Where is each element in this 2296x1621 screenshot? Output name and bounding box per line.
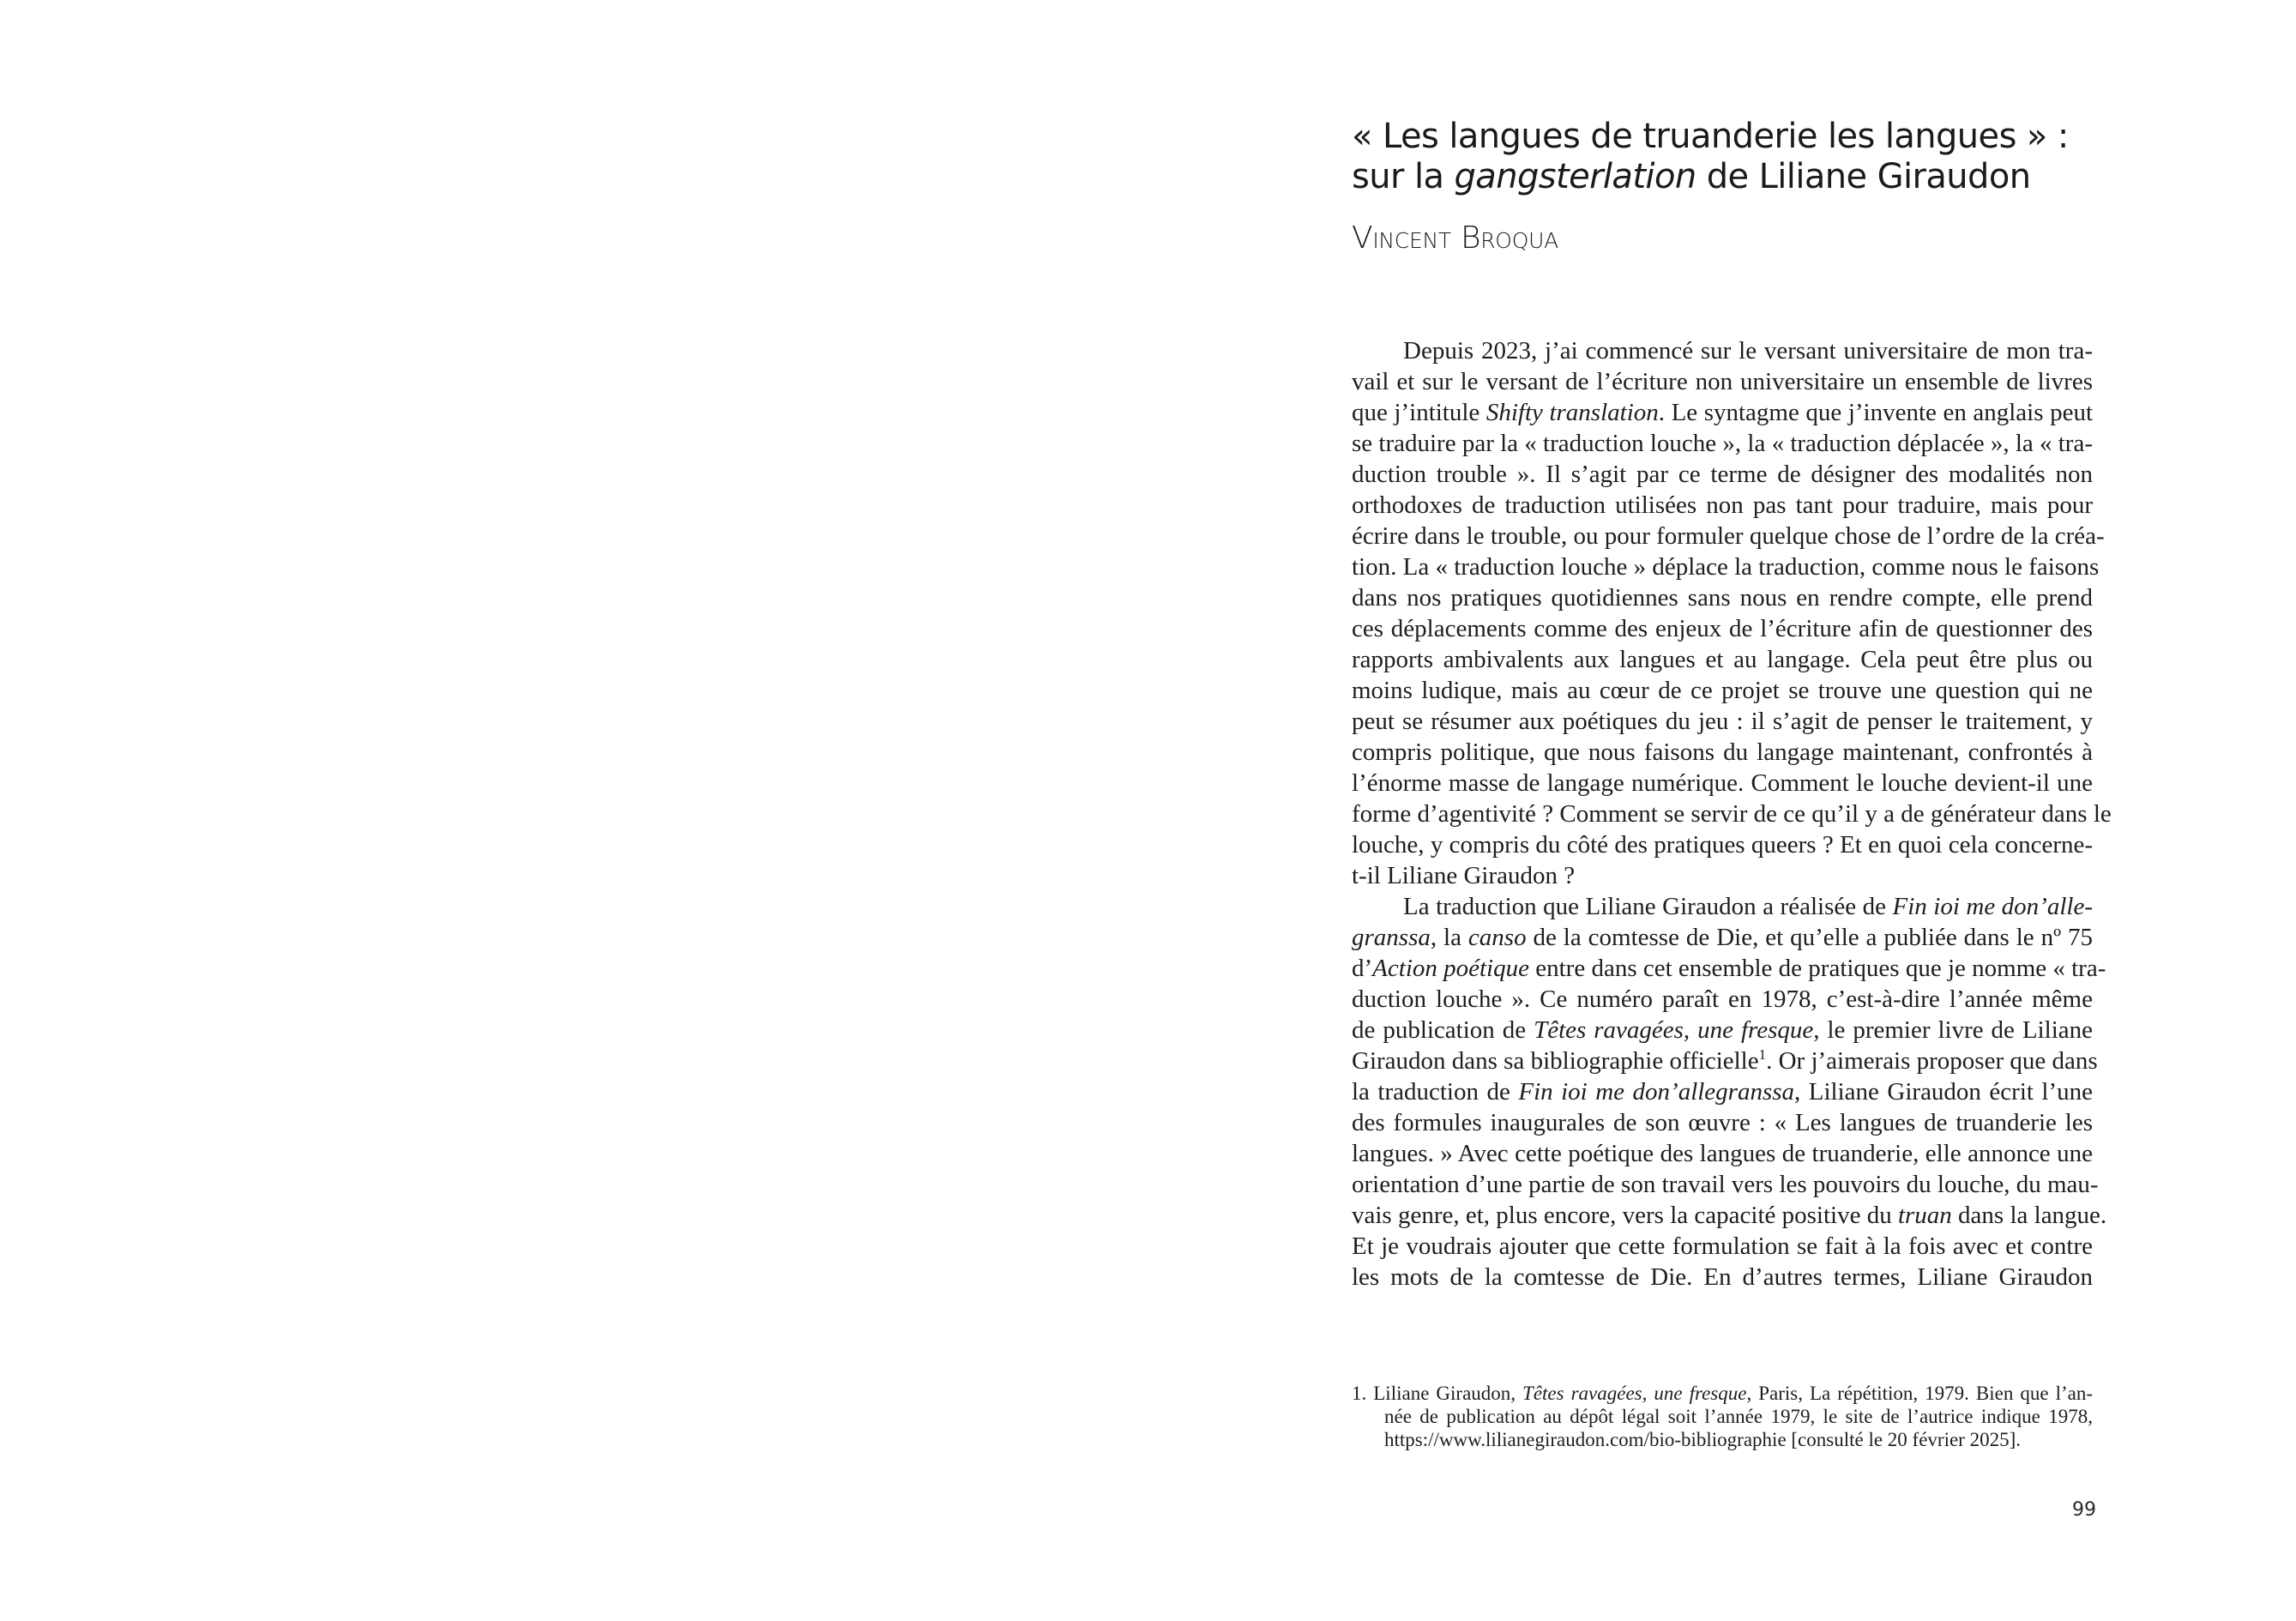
title-text: sur la bbox=[1352, 157, 1455, 196]
italic-title: Têtes ravagées, une fresque bbox=[1522, 1383, 1747, 1404]
footnote-line: née de publication au dépôt légal soit l’année 1979, le site de l’autrice indique 1978, bbox=[1384, 1406, 2093, 1427]
text-line: orthodoxes de traduction utilisées non pas tant pour traduire, mais pour bbox=[1352, 491, 2093, 519]
author-name: Vincent Broqua bbox=[1352, 220, 1558, 256]
text-line bbox=[1352, 1015, 2093, 1046]
text-line bbox=[1352, 1046, 2098, 1076]
text-line: compris politique, que nous faisons du langage maintenant, confrontés à bbox=[1352, 738, 2093, 766]
text-line bbox=[1352, 1076, 2093, 1107]
title-italic-term: gangsterlation bbox=[1454, 157, 1696, 196]
text-line: peut se résumer aux poétiques du jeu : il s’agit de penser le traitement, y bbox=[1352, 708, 2093, 735]
text-line: moins ludique, mais au cœur de ce projet se trouve une question qui ne bbox=[1352, 677, 2093, 704]
text-line: duction louche ». Ce numéro paraît en 1978, c’est-à-dire l’année même bbox=[1352, 985, 2093, 1013]
text-line: t-il Liliane Giraudon ? bbox=[1352, 862, 1576, 889]
text-line: louche, y compris du côté des pratiques queers ? Et en quoi cela concerne- bbox=[1352, 831, 2093, 859]
article-title bbox=[1352, 117, 2124, 197]
text-line bbox=[1352, 1200, 2107, 1231]
footnote-line bbox=[1352, 1382, 2093, 1405]
text-line: les mots de la comtesse de Die. En d’autres termes, Liliane Giraudon bbox=[1352, 1263, 2093, 1291]
footnote-url-line: https://www.lilianegiraudon.com/bio-bibliographie [consulté le 20 février 2025]. bbox=[1384, 1429, 2021, 1450]
italic-title: granssa bbox=[1352, 924, 1431, 951]
title-text: de Liliane Giraudon bbox=[1696, 157, 2031, 196]
text-run: , le premier livre de Liliane bbox=[1813, 1016, 2093, 1044]
title-line-2 bbox=[1352, 157, 2124, 197]
text-run: , Liliane Giraudon écrit l’une bbox=[1794, 1078, 2094, 1106]
italic-term: canso bbox=[1467, 924, 1527, 951]
text-line bbox=[1352, 953, 2106, 984]
text-line: écrire dans le trouble, ou pour formuler quelque chose de l’ordre de la créa- bbox=[1352, 522, 2105, 550]
text-line: ces déplacements comme des enjeux de l’écriture afin de questionner des bbox=[1352, 615, 2093, 642]
footnote-reference[interactable]: 1 bbox=[1758, 1046, 1767, 1063]
text-line: l’énorme masse de langage numérique. Comment le louche devient-il une bbox=[1352, 769, 2093, 797]
text-run: , Paris, La répétition, 1979. Bien que l’an- bbox=[1746, 1383, 2093, 1404]
text-run: La traduction que Liliane Giraudon a réalisée de bbox=[1403, 893, 1893, 920]
text-run: entre dans cet ensemble de pratiques que je nomme « tra- bbox=[1528, 955, 2106, 982]
italic-title: Têtes ravagées, une fresque bbox=[1534, 1016, 1814, 1044]
text-line bbox=[1352, 891, 2093, 922]
text-line: Et je voudrais ajouter que cette formulation se fait à la fois avec et contre bbox=[1352, 1232, 2093, 1260]
text-run: de la comtesse de Die, et qu’elle a publiée dans le nº 75 bbox=[1526, 924, 2094, 951]
footnote-number: 1. bbox=[1352, 1383, 1367, 1404]
text-line: vail et sur le versant de l’écriture non universitaire un ensemble de livres bbox=[1352, 368, 2093, 395]
italic-term: truan bbox=[1897, 1202, 1952, 1229]
text-run: de publication de bbox=[1352, 1016, 1534, 1044]
text-line: se traduire par la « traduction louche », la « traduction déplacée », la « tra- bbox=[1352, 430, 2093, 457]
text-line: dans nos pratiques quotidiennes sans nous en rendre compte, elle prend bbox=[1352, 584, 2093, 612]
page-number: 99 bbox=[2072, 1499, 2096, 1521]
text-run: Giraudon dans sa bibliographie officielle bbox=[1352, 1047, 1759, 1075]
text-line: des formules inaugurales de son œuvre : « Les langues de truanderie les bbox=[1352, 1109, 2093, 1136]
text-line: tion. La « traduction louche » déplace la traduction, comme nous le faisons bbox=[1352, 553, 2100, 581]
text-line: langues. » Avec cette poétique des langues de truanderie, elle annonce une bbox=[1352, 1140, 2093, 1167]
text-run: . Le syntagme que j’invente en anglais peut bbox=[1658, 399, 2094, 426]
text-line: orientation d’une partie de son travail vers les pouvoirs du louche, du mau- bbox=[1352, 1171, 2099, 1198]
text-run: d’ bbox=[1352, 955, 1373, 982]
text-line bbox=[1352, 922, 2093, 953]
text-line: duction trouble ». Il s’agit par ce terme de désigner des modalités non bbox=[1352, 461, 2093, 488]
text-run: Liliane Giraudon, bbox=[1366, 1383, 1523, 1404]
text-run: la traduction de bbox=[1352, 1078, 1519, 1106]
text-line: forme d’agentivité ? Comment se servir de ce qu’il y a de générateur dans le bbox=[1352, 800, 2112, 828]
italic-title: Shifty translation bbox=[1485, 399, 1659, 426]
text-line bbox=[1352, 397, 2093, 428]
italic-title: Fin ioi me don’alle- bbox=[1892, 893, 2093, 920]
italic-title: Fin ioi me don’allegranssa bbox=[1518, 1078, 1795, 1106]
text-run: dans la langue. bbox=[1951, 1202, 2107, 1229]
text-run: , la bbox=[1430, 924, 1468, 951]
text-line: Depuis 2023, j’ai commencé sur le versant universitaire de mon tra- bbox=[1403, 337, 2093, 365]
text-run: . Or j’aimerais proposer que dans bbox=[1766, 1047, 2098, 1075]
italic-title: Action poétique bbox=[1372, 955, 1529, 982]
body-text bbox=[1352, 335, 2112, 1293]
text-line: rapports ambivalents aux langues et au langage. Cela peut être plus ou bbox=[1352, 646, 2093, 673]
footnote bbox=[1352, 1382, 2093, 1451]
text-run: vais genre, et, plus encore, vers la capacité positive du bbox=[1352, 1202, 1898, 1229]
text-run: que j’intitule bbox=[1352, 399, 1486, 426]
title-line-1: « Les langues de truanderie les langues » : bbox=[1352, 117, 2069, 156]
